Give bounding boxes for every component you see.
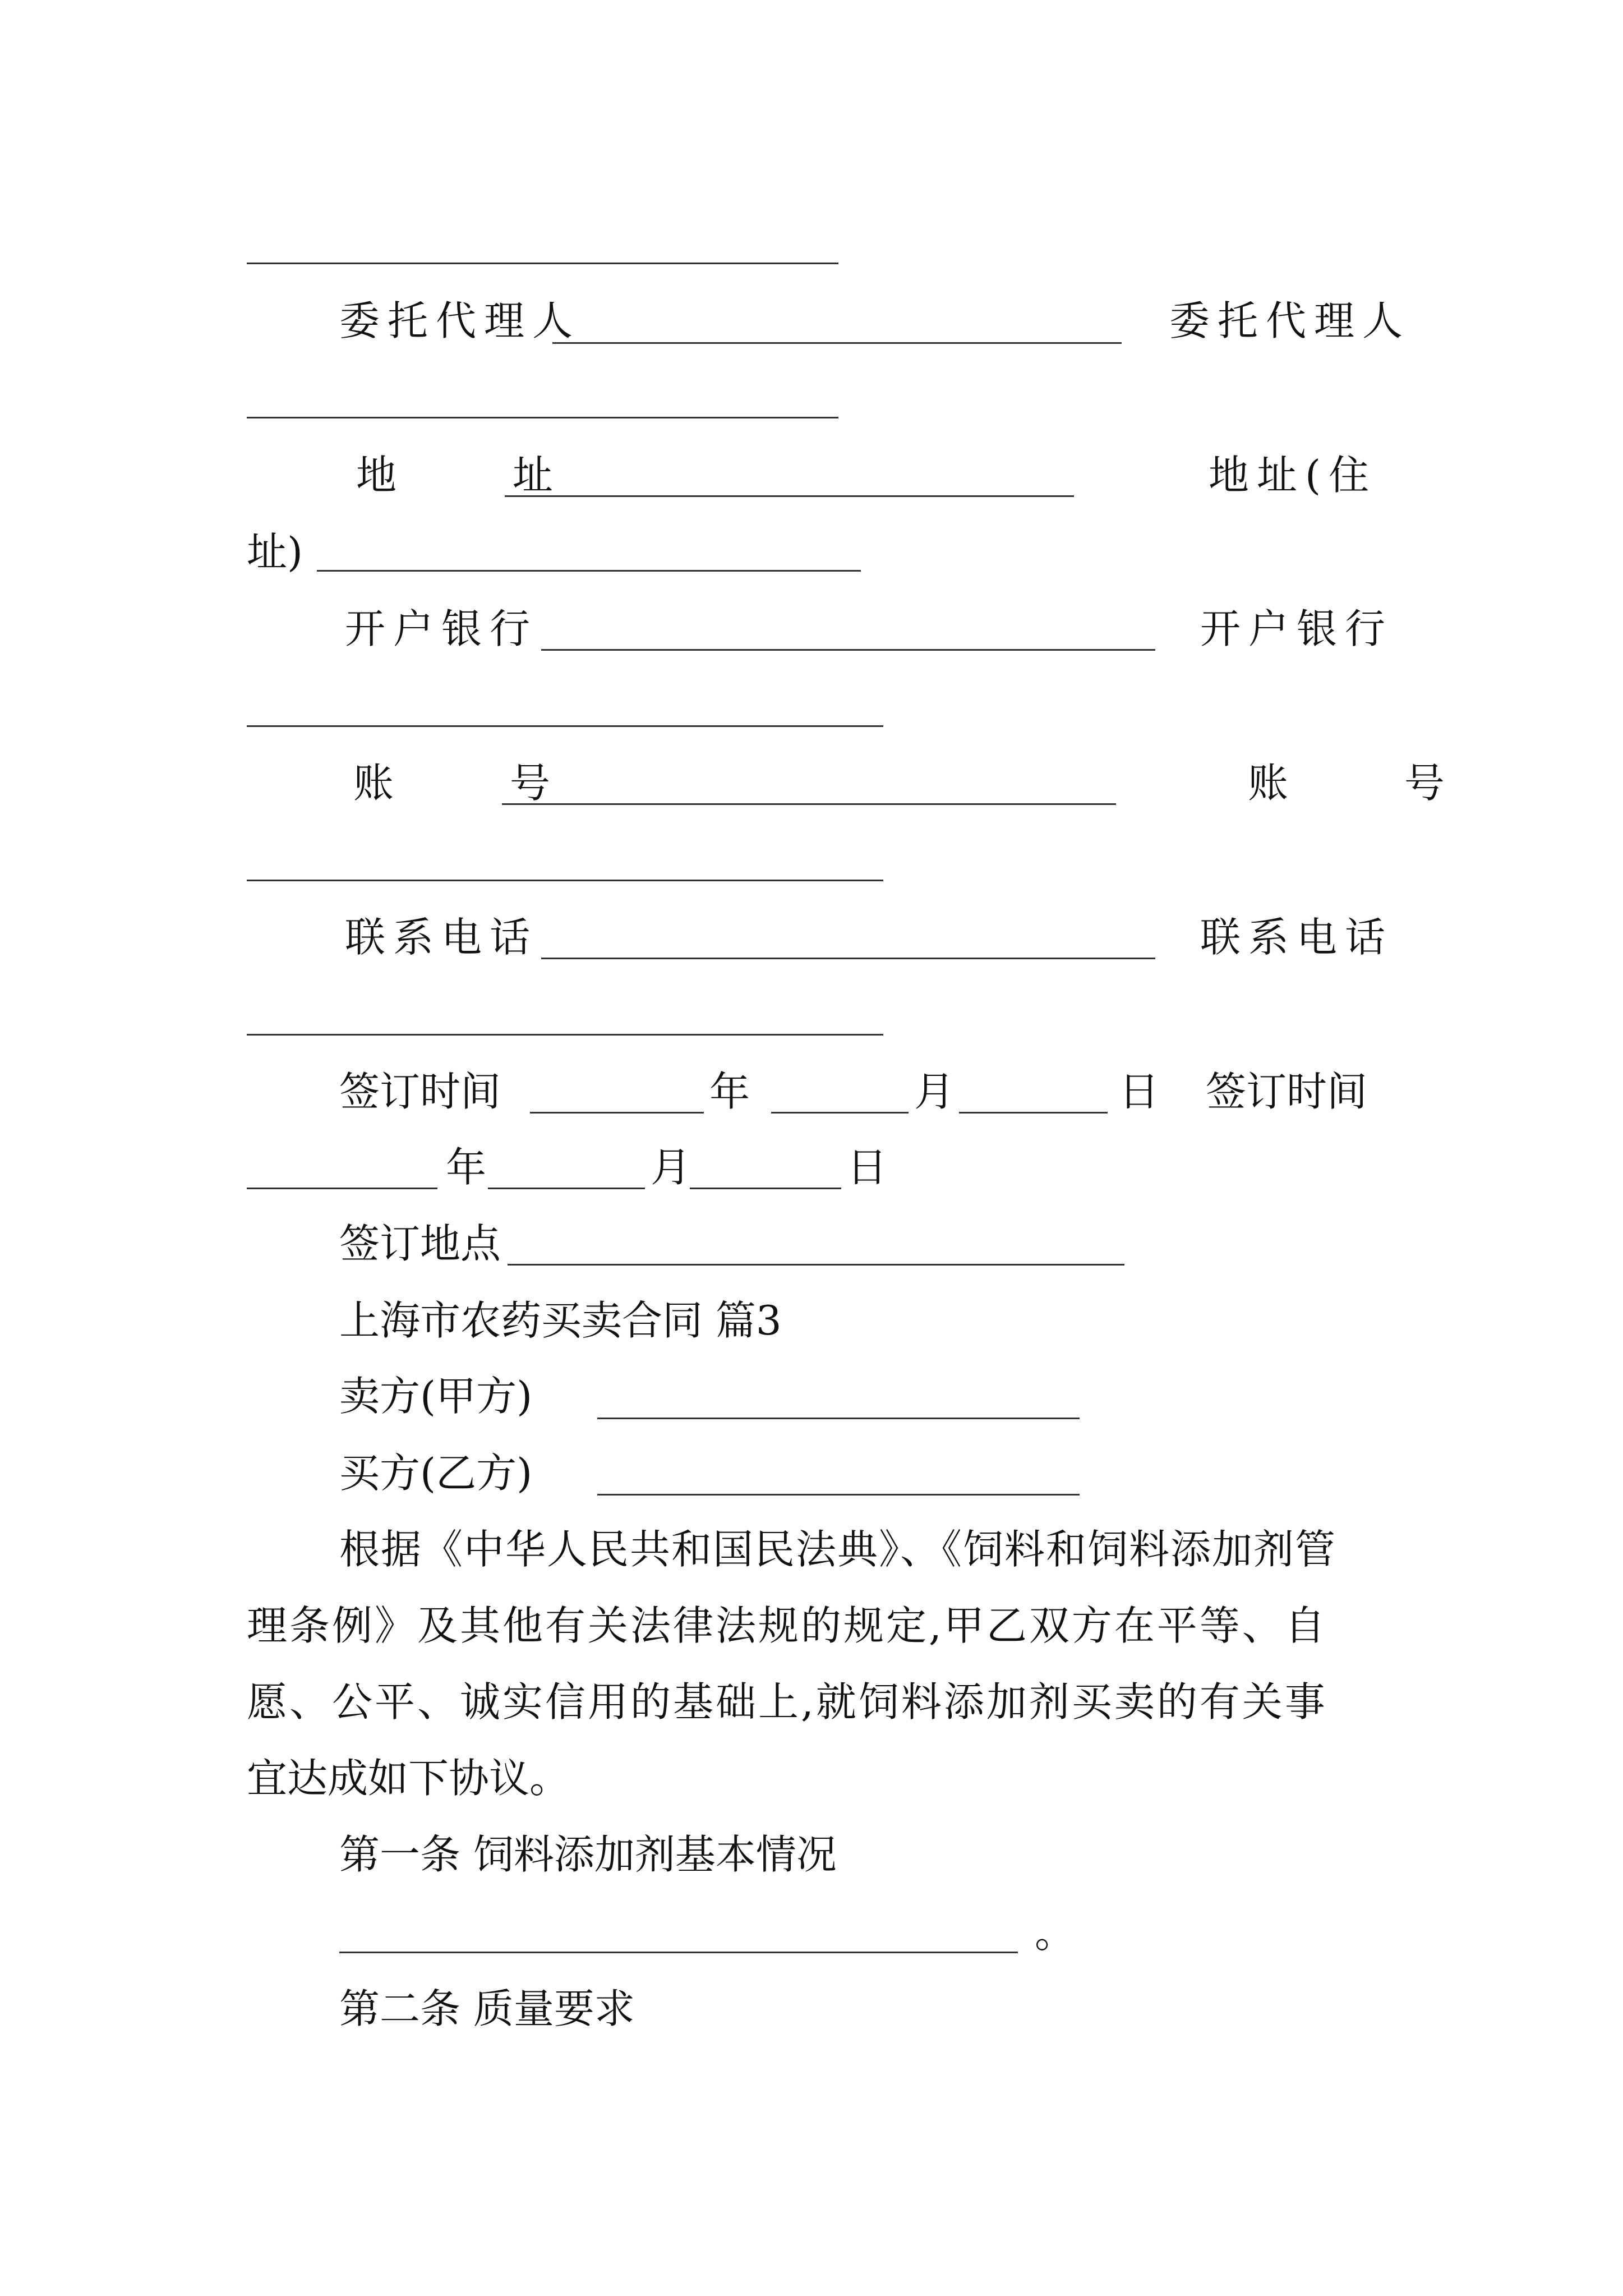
sign-month-blank-right <box>488 1188 645 1189</box>
address-label-left: 地 址 <box>356 452 605 499</box>
sign-day-right: 日 <box>847 1144 888 1191</box>
blank-line <box>247 263 838 264</box>
address-label-right-cont: 址) <box>247 528 303 576</box>
intro-line-2: 理条例》及其他有关法律法规的规定,甲乙双方在平等、自 <box>247 1602 1327 1649</box>
sign-month-left: 月 <box>914 1068 955 1115</box>
agent-label-right: 委托代理人 <box>1169 297 1411 344</box>
account-blank-right <box>247 880 883 881</box>
address-blank-left <box>505 495 1074 497</box>
sign-place-label: 签订地点 <box>339 1220 501 1267</box>
article2-title: 第二条 质量要求 <box>339 1985 635 2032</box>
buyer-blank <box>597 1494 1080 1496</box>
agent-blank-right <box>247 417 838 418</box>
agent-blank-left <box>552 342 1122 344</box>
section-title: 上海市农药买卖合同 篇3 <box>339 1297 782 1344</box>
bank-blank-left <box>541 649 1155 651</box>
sign-year-left: 年 <box>709 1068 750 1115</box>
account-label-left: 账 号 <box>353 760 602 807</box>
account-label-right: 账 号 <box>1248 760 1496 807</box>
sign-time-label-right: 签订时间 <box>1206 1068 1368 1115</box>
seller-label: 卖方(甲方) <box>339 1373 533 1420</box>
sign-day-blank-right <box>690 1188 841 1189</box>
intro-line-4: 宜达成如下协议。 <box>247 1755 570 1802</box>
sign-place-blank <box>508 1264 1124 1266</box>
article1-title: 第一条 饲料添加剂基本情况 <box>339 1831 837 1878</box>
buyer-label: 买方(乙方) <box>339 1450 533 1497</box>
phone-label-left: 联系电话 <box>345 914 538 961</box>
article1-end: 。 <box>1035 1910 1076 1957</box>
seller-blank <box>597 1418 1080 1419</box>
sign-time-label-left: 签订时间 <box>339 1068 501 1115</box>
intro-line-1: 根据《中华人民共和国民法典》、《饲料和饲料添加剂管 <box>339 1526 1337 1573</box>
article1-blank <box>339 1952 1018 1953</box>
phone-label-right: 联系电话 <box>1200 914 1394 961</box>
bank-label-right: 开户银行 <box>1200 605 1394 652</box>
intro-line-3: 愿、公平、诚实信用的基础上,就饲料添加剂买卖的有关事 <box>247 1678 1327 1726</box>
phone-blank-right <box>247 1034 883 1036</box>
sign-month-blank-left <box>771 1112 909 1114</box>
sign-day-left: 日 <box>1119 1068 1160 1115</box>
sign-month-right: 月 <box>651 1144 691 1191</box>
sign-year-right: 年 <box>446 1144 487 1191</box>
address-blank-right <box>317 570 861 572</box>
bank-label-left: 开户银行 <box>345 605 538 652</box>
address-label-right: 地址(住 <box>1209 452 1377 499</box>
agent-label-left: 委托代理人 <box>339 297 581 344</box>
phone-blank-left <box>541 958 1155 959</box>
account-blank-left <box>502 803 1116 805</box>
sign-year-blank-left <box>530 1112 704 1114</box>
sign-day-blank-left <box>959 1112 1108 1114</box>
bank-blank-right <box>247 725 883 727</box>
sign-year-blank-right <box>247 1188 437 1189</box>
